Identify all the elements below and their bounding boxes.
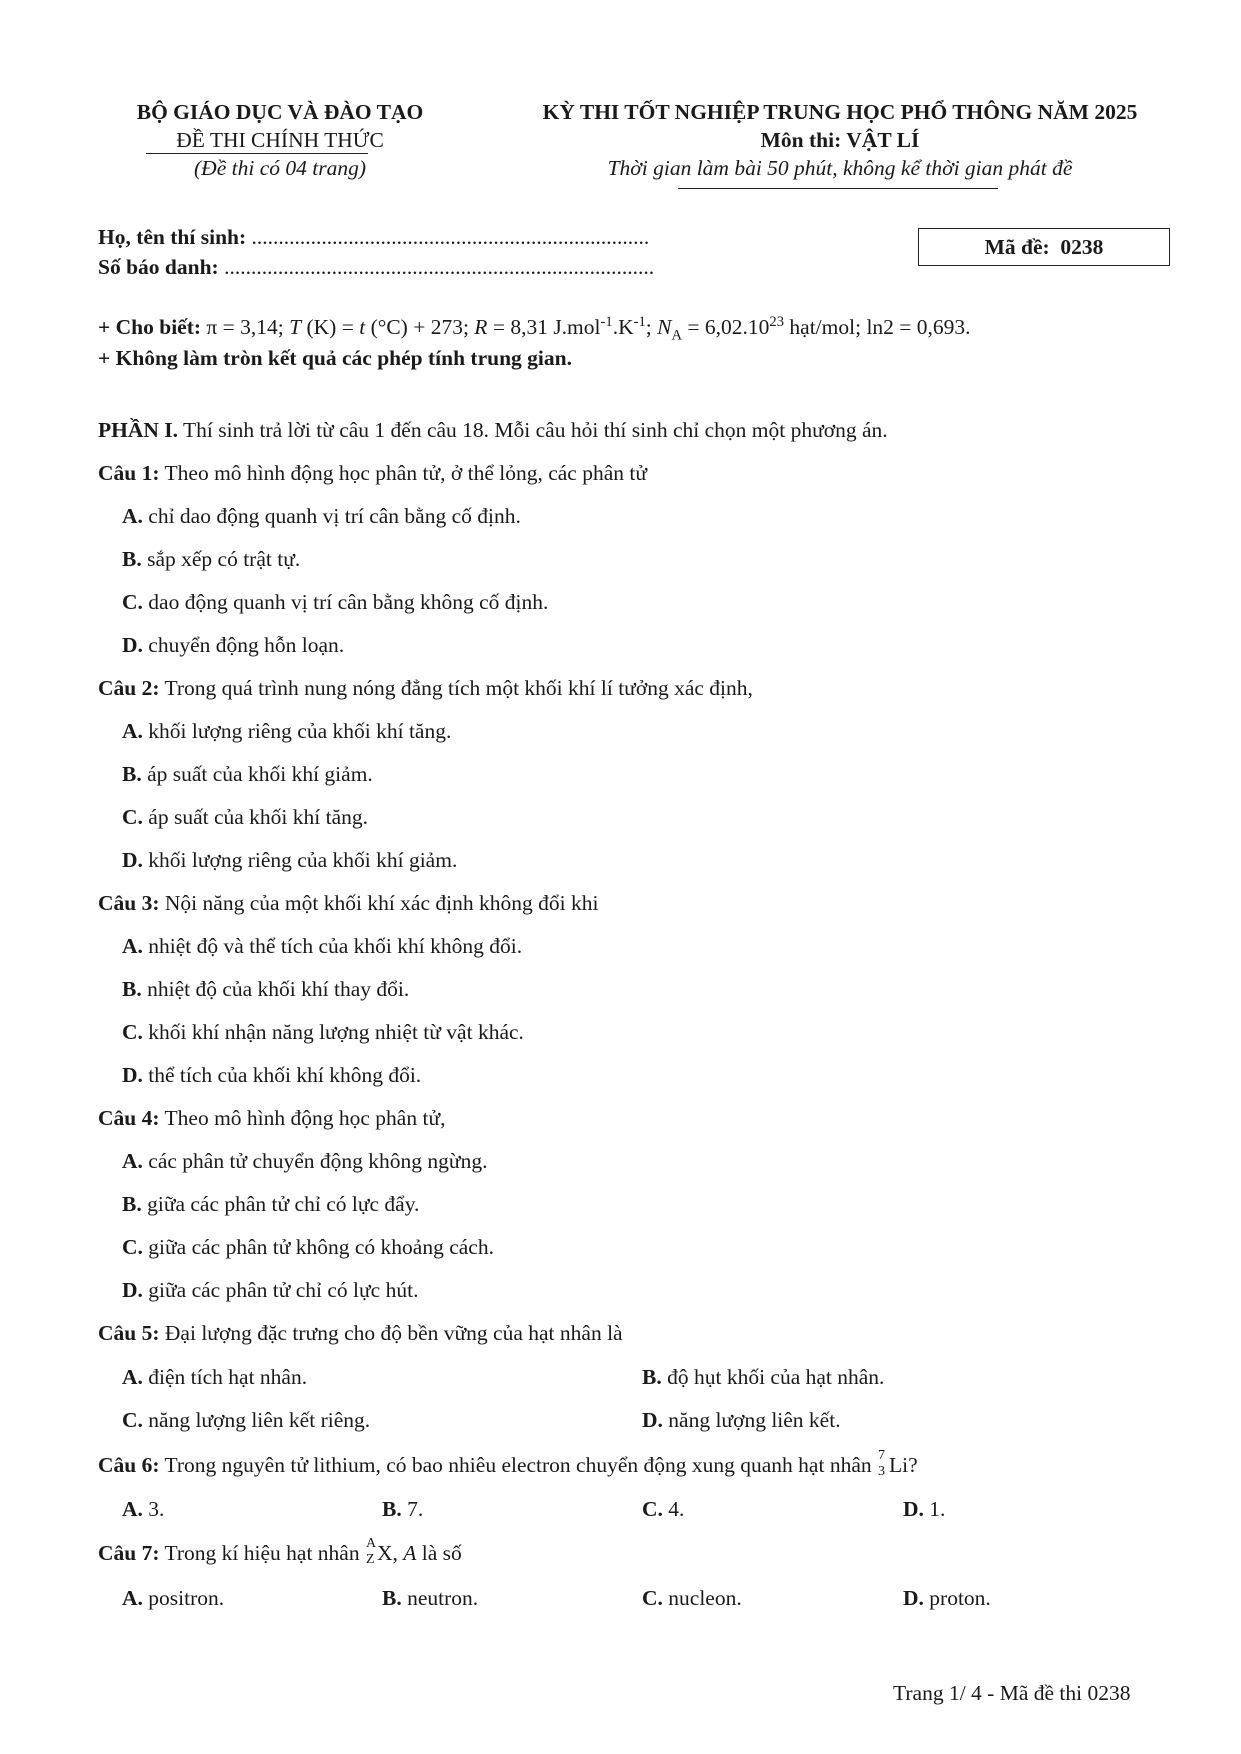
question-label: Câu 2: xyxy=(98,676,160,700)
option-text: áp suất của khối khí giảm. xyxy=(141,762,373,786)
q7-option-c[interactable] xyxy=(642,1586,742,1612)
option-letter: C. xyxy=(122,1408,143,1432)
question-label: Câu 7: xyxy=(98,1541,160,1565)
given-R-mid: .K xyxy=(612,315,634,340)
q5-option-b[interactable] xyxy=(642,1365,884,1391)
question-text: Đại lượng đặc trưng cho độ bền vững của hạt nhân là xyxy=(159,1321,623,1345)
given-R-sup2: -1 xyxy=(633,314,646,330)
q3-option-a[interactable] xyxy=(122,934,522,960)
nuclide-symbol: Li? xyxy=(889,1453,918,1477)
question-text: Trong kí hiệu hạt nhân xyxy=(159,1541,365,1565)
option-letter: D. xyxy=(122,1063,143,1087)
option-text: nhiệt độ của khối khí thay đổi. xyxy=(141,977,410,1001)
option-letter: A. xyxy=(122,1365,143,1389)
question-label: Câu 5: xyxy=(98,1321,160,1345)
subject-line xyxy=(495,128,1185,156)
q2-option-a[interactable] xyxy=(122,719,451,745)
option-letter: C. xyxy=(122,1020,143,1044)
option-letter: B. xyxy=(382,1586,402,1610)
given-NA-end: hạt/mol; ln2 = 0,693. xyxy=(784,315,971,340)
candidate-name-line xyxy=(98,225,649,251)
option-text: các phân tử chuyển động không ngừng. xyxy=(142,1149,488,1173)
option-text: sắp xếp có trật tự. xyxy=(141,547,301,571)
pages-note: (Đề thi có 04 trang) xyxy=(194,156,366,180)
q6-option-d[interactable] xyxy=(903,1497,945,1523)
option-letter: D. xyxy=(903,1586,924,1610)
q4-option-c[interactable] xyxy=(122,1235,494,1261)
question-label: Câu 6: xyxy=(98,1453,160,1477)
given-T-rest2: (°C) + 273; xyxy=(365,315,469,340)
option-letter: B. xyxy=(122,547,142,571)
q7-option-d[interactable] xyxy=(903,1586,991,1612)
option-letter: C. xyxy=(642,1586,663,1610)
q4-option-b[interactable] xyxy=(122,1192,419,1218)
q3-option-b[interactable] xyxy=(122,977,409,1003)
given-NA-sup: 23 xyxy=(769,314,785,330)
question-text-end: là số xyxy=(416,1541,462,1565)
option-letter: C. xyxy=(122,590,143,614)
part1-label: PHẦN I. xyxy=(98,418,179,442)
given-pi: π = 3,14; xyxy=(206,315,284,340)
q1-option-b[interactable] xyxy=(122,547,300,573)
given-constants: + Cho biết: π = 3,14; T (K) = t (°C) + 273; R = 8,31 $J.mol^{-1}.K^{-1}$; $N_A = 6,02.10^{23}$ hạt/mol; ln2 = 0,693. xyxy=(98,314,971,344)
option-letter: B. xyxy=(122,977,142,1001)
subject: VẬT LÍ xyxy=(846,128,920,152)
option-text: điện tích hạt nhân. xyxy=(142,1365,308,1389)
option-text: dao động quanh vị trí cân bằng không cố định. xyxy=(142,590,549,614)
mass-number: A xyxy=(365,1536,377,1551)
option-letter: A. xyxy=(122,1586,143,1610)
question-label: Câu 1: xyxy=(98,461,160,485)
given-t: t xyxy=(359,315,366,340)
header-left xyxy=(100,100,460,184)
option-letter: B. xyxy=(122,762,142,786)
option-letter: A. xyxy=(122,719,143,743)
option-letter: D. xyxy=(122,1278,143,1302)
option-text: chỉ dao động quanh vị trí cân bằng cố định. xyxy=(142,504,521,528)
given-label: + Cho biết: xyxy=(98,315,202,340)
option-text: khối lượng riêng của khối khí giảm. xyxy=(142,848,458,872)
candidate-id-line xyxy=(98,255,654,281)
header-underline-right xyxy=(678,188,998,189)
option-text: năng lượng liên kết. xyxy=(662,1408,841,1432)
page-footer: Trang 1/ 4 - Mã đề thi 0238 xyxy=(893,1681,1131,1705)
option-letter: D. xyxy=(903,1497,924,1521)
question-1 xyxy=(98,461,647,487)
q1-option-a[interactable] xyxy=(122,504,521,530)
atomic-number: 3 xyxy=(878,1464,885,1479)
generic-nuclide xyxy=(365,1536,377,1567)
exam-code-box xyxy=(918,228,1170,266)
option-text: 7. xyxy=(401,1497,424,1521)
question-6 xyxy=(98,1448,918,1479)
given-R-rest: = 8,31 J.mol xyxy=(487,315,601,340)
q4-option-d[interactable] xyxy=(122,1278,418,1304)
candidate-name-dots: .......................................................................... xyxy=(251,225,650,249)
option-letter: D. xyxy=(122,848,143,872)
given-R-sup1: -1 xyxy=(600,314,613,330)
q2-option-c[interactable] xyxy=(122,805,368,831)
option-text: khối lượng riêng của khối khí tăng. xyxy=(142,719,452,743)
question-text: Nội năng của một khối khí xác định không đổi khi xyxy=(159,891,599,915)
exam-code-label: Mã đề: xyxy=(984,235,1050,259)
subject-label: Môn thi: xyxy=(760,128,842,152)
exam-code: 0238 xyxy=(1060,235,1104,259)
question-text: Trong quá trình nung nóng đẳng tích một khối khí lí tưởng xác định, xyxy=(159,676,753,700)
exam-title: KỲ THI TỐT NGHIỆP TRUNG HỌC PHỔ THÔNG NĂM 2025 xyxy=(542,100,1138,124)
question-7 xyxy=(98,1536,462,1567)
option-text: chuyển động hỗn loạn. xyxy=(142,633,345,657)
given-T-rest1: (K) = xyxy=(301,315,360,340)
option-text: nucleon. xyxy=(662,1586,742,1610)
option-text: giữa các phân tử chỉ có lực đẩy. xyxy=(141,1192,420,1216)
option-text: giữa các phân tử không có khoảng cách. xyxy=(142,1235,494,1259)
q3-option-c[interactable] xyxy=(122,1020,524,1046)
question-label: Câu 3: xyxy=(98,891,160,915)
option-letter: C. xyxy=(122,805,143,829)
q2-option-d[interactable] xyxy=(122,848,457,874)
ministry-name: BỘ GIÁO DỤC VÀ ĐÀO TẠO xyxy=(136,100,424,124)
option-text: proton. xyxy=(923,1586,991,1610)
given-NA-sub: A xyxy=(671,327,683,344)
lithium-nuclide xyxy=(877,1448,889,1479)
q5-option-a[interactable] xyxy=(122,1365,307,1391)
part1-heading xyxy=(98,418,888,444)
option-letter: B. xyxy=(382,1497,402,1521)
q6-option-c[interactable] xyxy=(642,1497,684,1523)
no-round-note: + Không làm tròn kết quả các phép tính trung gian. xyxy=(98,346,572,370)
option-letter: A. xyxy=(122,504,143,528)
part1-text: Thí sinh trả lời từ câu 1 đến câu 18. Mỗi câu hỏi thí sinh chỉ chọn một phương án. xyxy=(178,418,888,442)
option-letter: B. xyxy=(122,1192,142,1216)
option-letter: A. xyxy=(122,1149,143,1173)
option-letter: D. xyxy=(122,633,143,657)
q1-option-c[interactable] xyxy=(122,590,548,616)
option-text: áp suất của khối khí tăng. xyxy=(142,805,369,829)
q1-option-d[interactable] xyxy=(122,633,344,659)
question-3 xyxy=(98,891,598,917)
header-right xyxy=(495,100,1185,184)
option-text: nhiệt độ và thể tích của khối khí không đổi. xyxy=(142,934,523,958)
question-label: Câu 4: xyxy=(98,1106,160,1130)
q2-option-b[interactable] xyxy=(122,762,373,788)
nuclide-symbol: X, xyxy=(376,1541,404,1565)
option-text: năng lượng liên kết riêng. xyxy=(142,1408,371,1432)
q5-option-d[interactable] xyxy=(642,1408,841,1434)
option-letter: A. xyxy=(122,934,143,958)
option-text: độ hụt khối của hạt nhân. xyxy=(661,1365,885,1389)
option-letter: D. xyxy=(642,1408,663,1432)
candidate-id-label: Số báo danh: xyxy=(98,255,219,279)
variable-A: A xyxy=(403,1541,417,1565)
question-2 xyxy=(98,676,753,702)
q7-option-a[interactable] xyxy=(122,1586,224,1612)
q3-option-d[interactable] xyxy=(122,1063,421,1089)
option-text: giữa các phân tử chỉ có lực hút. xyxy=(142,1278,419,1302)
option-letter: C. xyxy=(642,1497,663,1521)
option-letter: C. xyxy=(122,1235,143,1259)
option-text: 4. xyxy=(662,1497,685,1521)
question-4 xyxy=(98,1106,445,1132)
official-label: ĐỀ THI CHÍNH THỨC xyxy=(176,128,384,152)
question-5 xyxy=(98,1321,623,1347)
given-T: T xyxy=(289,315,302,340)
header-underline-left xyxy=(146,153,368,154)
option-letter: A. xyxy=(122,1497,143,1521)
q6-option-a[interactable] xyxy=(122,1497,164,1523)
candidate-name-label: Họ, tên thí sinh: xyxy=(98,225,247,249)
option-text: neutron. xyxy=(401,1586,479,1610)
option-text: thể tích của khối khí không đổi. xyxy=(142,1063,422,1087)
time-note: Thời gian làm bài 50 phút, không kể thời gian phát đề xyxy=(607,156,1073,180)
given-NA-rest: = 6,02.10 xyxy=(682,315,770,340)
q6-option-b[interactable] xyxy=(382,1497,423,1523)
mass-number: 7 xyxy=(878,1448,885,1463)
question-text: Theo mô hình động học phân tử, ở thể lỏng, các phân tử xyxy=(159,461,648,485)
given-NA: N xyxy=(657,315,672,340)
option-letter: B. xyxy=(642,1365,662,1389)
q7-option-b[interactable] xyxy=(382,1586,478,1612)
option-text: 3. xyxy=(142,1497,165,1521)
option-text: positron. xyxy=(142,1586,225,1610)
question-text: Theo mô hình động học phân tử, xyxy=(159,1106,446,1130)
q4-option-a[interactable] xyxy=(122,1149,487,1175)
q5-option-c[interactable] xyxy=(122,1408,370,1434)
option-text: 1. xyxy=(923,1497,946,1521)
question-text: Trong nguyên tử lithium, có bao nhiêu electron chuyển động xung quanh hạt nhân xyxy=(159,1453,877,1477)
option-text: khối khí nhận năng lượng nhiệt từ vật khác. xyxy=(142,1020,524,1044)
given-R: R xyxy=(474,315,488,340)
candidate-id-dots: ................................................................................ xyxy=(224,255,655,279)
atomic-number: Z xyxy=(365,1552,375,1567)
